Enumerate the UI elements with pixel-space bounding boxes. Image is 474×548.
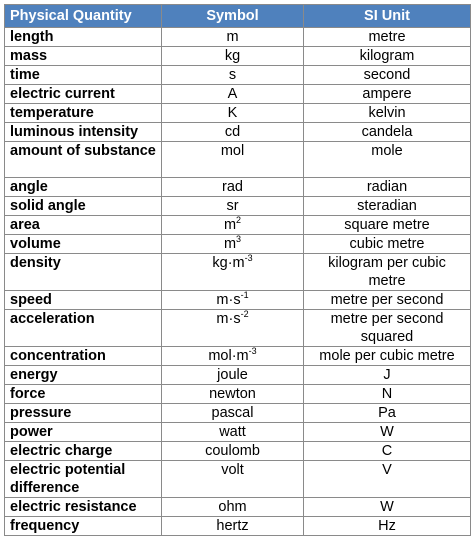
symbol-cell (162, 235, 304, 254)
quantity-cell: pressure (5, 404, 162, 423)
symbol-cell: A (162, 85, 304, 104)
unit-cell: square metre (304, 216, 471, 235)
symbol-exponent: -2 (240, 309, 249, 319)
symbol-exponent: -3 (244, 253, 253, 263)
symbol-cell (162, 216, 304, 235)
symbol-base: m (223, 236, 237, 252)
header-si-unit: SI Unit (304, 5, 471, 28)
unit-cell: radian (304, 178, 471, 197)
quantity-cell: concentration (5, 347, 162, 366)
unit-cell: candela (304, 123, 471, 142)
unit-cell: Hz (304, 517, 471, 536)
unit-cell: metre per second (304, 291, 471, 310)
symbol-cell (162, 254, 304, 291)
table-row (5, 461, 471, 498)
unit-cell: kelvin (304, 104, 471, 123)
table-row (5, 310, 471, 347)
table-row (5, 66, 471, 85)
quantity-cell: angle (5, 178, 162, 197)
symbol-exponent: 2 (236, 215, 242, 225)
symbol-base: mol·m (208, 348, 249, 364)
quantity-cell: volume (5, 235, 162, 254)
symbol-base: kg·m (212, 255, 245, 271)
quantity-cell: mass (5, 47, 162, 66)
unit-cell: Pa (304, 404, 471, 423)
symbol-cell (162, 310, 304, 347)
unit-cell: steradian (304, 197, 471, 216)
symbol-base: m·s (216, 311, 241, 327)
table-row (5, 216, 471, 235)
si-units-table (4, 4, 471, 536)
table-row (5, 423, 471, 442)
symbol-cell: volt (162, 461, 304, 498)
quantity-cell: speed (5, 291, 162, 310)
table-row (5, 254, 471, 291)
quantity-cell: power (5, 423, 162, 442)
table-row (5, 85, 471, 104)
unit-cell: N (304, 385, 471, 404)
table-row (5, 178, 471, 197)
unit-cell: metre per second squared (304, 310, 471, 347)
quantity-cell: energy (5, 366, 162, 385)
symbol-cell: hertz (162, 517, 304, 536)
quantity-cell: length (5, 28, 162, 47)
unit-cell: mole (304, 142, 471, 178)
unit-cell: W (304, 423, 471, 442)
quantity-cell: frequency (5, 517, 162, 536)
quantity-cell: electric resistance (5, 498, 162, 517)
symbol-exponent: -1 (240, 290, 249, 300)
unit-cell: J (304, 366, 471, 385)
symbol-cell: joule (162, 366, 304, 385)
quantity-cell: time (5, 66, 162, 85)
quantity-cell: luminous intensity (5, 123, 162, 142)
quantity-cell: electric current (5, 85, 162, 104)
table-row (5, 291, 471, 310)
symbol-cell: m (162, 28, 304, 47)
symbol-cell: coulomb (162, 442, 304, 461)
table-row (5, 442, 471, 461)
symbol-base: m·s (216, 292, 241, 308)
table-row (5, 517, 471, 536)
symbol-cell: K (162, 104, 304, 123)
symbol-cell: mol (162, 142, 304, 178)
quantity-cell: density (5, 254, 162, 291)
unit-cell: ampere (304, 85, 471, 104)
table-row (5, 142, 471, 178)
symbol-cell (162, 291, 304, 310)
symbol-cell: ohm (162, 498, 304, 517)
table-row (5, 385, 471, 404)
symbol-cell: watt (162, 423, 304, 442)
table-row (5, 47, 471, 66)
unit-cell: kilogram per cubic metre (304, 254, 471, 291)
quantity-cell: electric charge (5, 442, 162, 461)
quantity-cell: temperature (5, 104, 162, 123)
table-row (5, 404, 471, 423)
unit-cell: W (304, 498, 471, 517)
table-row (5, 197, 471, 216)
symbol-cell: kg (162, 47, 304, 66)
unit-cell: second (304, 66, 471, 85)
quantity-cell: amount of substance (5, 142, 162, 178)
table-row (5, 366, 471, 385)
symbol-cell: sr (162, 197, 304, 216)
unit-cell: C (304, 442, 471, 461)
table-row (5, 498, 471, 517)
table-row (5, 104, 471, 123)
symbol-cell: pascal (162, 404, 304, 423)
symbol-base: m (223, 217, 237, 233)
quantity-cell: acceleration (5, 310, 162, 347)
quantity-cell: solid angle (5, 197, 162, 216)
symbol-cell (162, 347, 304, 366)
quantity-cell: area (5, 216, 162, 235)
table-header-row (5, 5, 471, 28)
header-symbol: Symbol (162, 5, 304, 28)
symbol-cell: cd (162, 123, 304, 142)
table-row (5, 123, 471, 142)
unit-cell: V (304, 461, 471, 498)
table-row (5, 28, 471, 47)
symbol-exponent: -3 (248, 346, 257, 356)
table-row (5, 347, 471, 366)
unit-cell: kilogram (304, 47, 471, 66)
symbol-cell: newton (162, 385, 304, 404)
unit-cell: mole per cubic metre (304, 347, 471, 366)
symbol-cell: s (162, 66, 304, 85)
quantity-cell: electric potential difference (5, 461, 162, 498)
unit-cell: metre (304, 28, 471, 47)
quantity-cell: force (5, 385, 162, 404)
header-physical-quantity: Physical Quantity (5, 5, 162, 28)
symbol-exponent: 3 (236, 234, 242, 244)
symbol-cell: rad (162, 178, 304, 197)
unit-cell: cubic metre (304, 235, 471, 254)
table-row (5, 235, 471, 254)
